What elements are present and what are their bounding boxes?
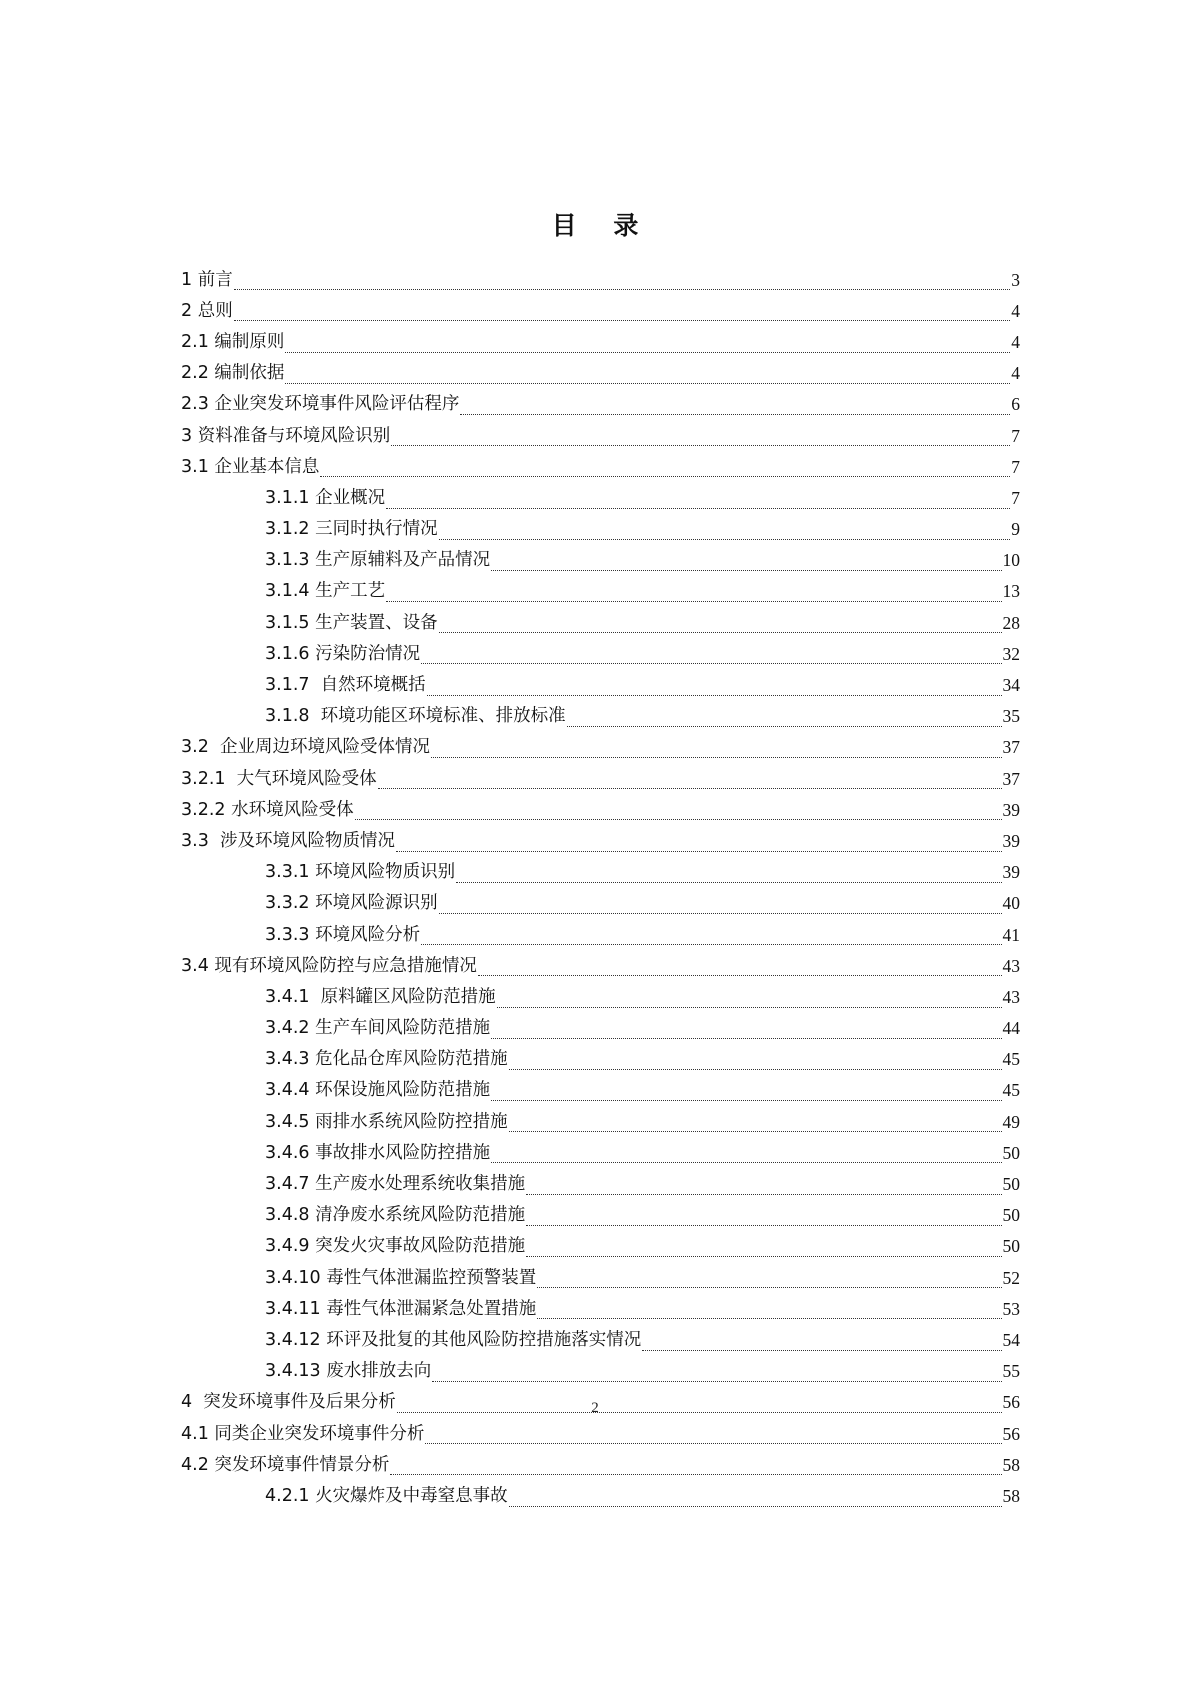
toc-entry-label: 3.3.3 环境风险分析 (265, 924, 421, 945)
toc-dot-leader (478, 975, 1002, 976)
toc-entry[interactable] (0, 1231, 1190, 1262)
toc-dot-leader (355, 819, 1002, 820)
toc-entry-page-number: 13 (1002, 581, 1020, 602)
toc-entry[interactable] (0, 732, 1190, 763)
toc-entry-page-number: 7 (1011, 456, 1020, 477)
toc-entry[interactable] (0, 358, 1190, 389)
toc-entry-label: 3.1.4 生产工艺 (265, 581, 386, 602)
toc-entry-label: 3.1.2 三同时执行情况 (265, 519, 438, 540)
toc-dot-leader (285, 352, 1010, 353)
toc-dot-leader (439, 539, 1011, 540)
toc-entry[interactable] (0, 576, 1190, 607)
toc-entry[interactable] (0, 919, 1190, 950)
toc-entry-page-number: 4 (1011, 331, 1020, 352)
toc-dot-leader (526, 1194, 1001, 1195)
toc-entry-page-number: 34 (1002, 675, 1020, 696)
toc-dot-leader (320, 476, 1010, 477)
toc-entry-label: 3.4.10 毒性气体泄漏监控预警装置 (265, 1267, 537, 1288)
toc-entry-label: 3.1.7 自然环境概括 (265, 675, 426, 696)
toc-entry-page-number: 56 (1002, 1423, 1020, 1444)
toc-dot-leader (432, 1381, 1001, 1382)
toc-entry-page-number: 41 (1002, 924, 1020, 945)
toc-entry-page-number: 35 (1002, 706, 1020, 727)
toc-entry-page-number: 4 (1011, 363, 1020, 384)
toc-dot-leader (427, 695, 1002, 696)
toc-dot-leader (642, 1350, 1001, 1351)
toc-entry-label: 3.3 涉及环境风险物质情况 (181, 830, 395, 851)
toc-entry-page-number: 53 (1002, 1298, 1020, 1319)
toc-entry-label: 3.2 企业周边环境风险受体情况 (181, 737, 430, 758)
toc-entry[interactable] (0, 1044, 1190, 1075)
toc-entry-label: 2.1 编制原则 (181, 331, 285, 352)
toc-entry-label: 3.4.12 环评及批复的其他风险防控措施落实情况 (265, 1329, 642, 1350)
toc-dot-leader (425, 1443, 1001, 1444)
toc-entry[interactable] (0, 1480, 1190, 1511)
toc-dot-leader (491, 1038, 1001, 1039)
toc-entry[interactable] (0, 1356, 1190, 1387)
toc-entry-page-number: 58 (1002, 1454, 1020, 1475)
toc-dot-leader (439, 913, 1002, 914)
toc-dot-leader (491, 1162, 1001, 1163)
toc-entry-page-number: 50 (1002, 1174, 1020, 1195)
toc-dot-leader (378, 788, 1002, 789)
toc-dot-leader (234, 289, 1011, 290)
toc-dot-leader (509, 1131, 1002, 1132)
toc-dot-leader (537, 1287, 1001, 1288)
toc-entry-label: 3 资料准备与环境风险识别 (181, 425, 391, 446)
toc-dot-leader (567, 726, 1002, 727)
toc-entry[interactable] (0, 326, 1190, 357)
toc-entry[interactable] (0, 295, 1190, 326)
toc-entry[interactable] (0, 1168, 1190, 1199)
toc-entry-page-number: 32 (1002, 643, 1020, 664)
toc-entry-page-number: 6 (1011, 394, 1020, 415)
toc-dot-leader (439, 632, 1002, 633)
toc-entry-label: 3.4.2 生产车间风险防范措施 (265, 1018, 491, 1039)
toc-entry-page-number: 37 (1002, 737, 1020, 758)
toc-entry-label: 3.1.5 生产装置、设备 (265, 612, 438, 633)
toc-entry-label: 3.1.8 环境功能区环境标准、排放标准 (265, 706, 566, 727)
toc-entry-label: 3.2.1 大气环境风险受体 (181, 768, 377, 789)
toc-entry-label: 3.1 企业基本信息 (181, 456, 320, 477)
toc-entry[interactable] (0, 1418, 1190, 1449)
table-of-contents (0, 264, 1190, 1512)
toc-dot-leader (509, 1069, 1002, 1070)
toc-entry-page-number: 3 (1011, 269, 1020, 290)
toc-entry-page-number: 39 (1002, 830, 1020, 851)
toc-dot-leader (390, 1474, 1001, 1475)
toc-entry-page-number: 50 (1002, 1142, 1020, 1163)
toc-entry-page-number: 50 (1002, 1205, 1020, 1226)
toc-entry[interactable] (0, 669, 1190, 700)
toc-entry-label: 3.4.8 清净废水系统风险防范措施 (265, 1205, 526, 1226)
toc-entry-label: 4.2 突发环境事件情景分析 (181, 1454, 390, 1475)
toc-entry[interactable] (0, 638, 1190, 669)
toc-entry[interactable] (0, 763, 1190, 794)
toc-dot-leader (460, 414, 1010, 415)
toc-entry-page-number: 58 (1002, 1485, 1020, 1506)
toc-entry-label: 1 前言 (181, 269, 233, 290)
toc-entry-page-number: 40 (1002, 893, 1020, 914)
toc-dot-leader (386, 601, 1001, 602)
toc-entry-page-number: 28 (1002, 612, 1020, 633)
toc-entry[interactable] (0, 514, 1190, 545)
toc-entry[interactable] (0, 264, 1190, 295)
toc-dot-leader (396, 851, 1002, 852)
toc-entry-label: 3.1.3 生产原辅料及产品情况 (265, 550, 491, 571)
toc-dot-leader (456, 882, 1001, 883)
toc-entry[interactable] (0, 1324, 1190, 1355)
toc-dot-leader (431, 757, 1002, 758)
toc-entry[interactable] (0, 981, 1190, 1012)
toc-dot-leader (386, 508, 1010, 509)
toc-entry-label: 2.2 编制依据 (181, 363, 285, 384)
toc-dot-leader (234, 320, 1011, 321)
toc-entry-label: 3.4.9 突发火灾事故风险防范措施 (265, 1236, 526, 1257)
toc-entry-label: 3.4 现有环境风险防控与应急措施情况 (181, 955, 477, 976)
toc-entry-page-number: 39 (1002, 862, 1020, 883)
toc-entry-page-number: 52 (1002, 1267, 1020, 1288)
toc-entry-label: 4.1 同类企业突发环境事件分析 (181, 1423, 425, 1444)
toc-entry[interactable] (0, 701, 1190, 732)
toc-entry-label: 3.4.11 毒性气体泄漏紧急处置措施 (265, 1298, 537, 1319)
toc-entry[interactable] (0, 825, 1190, 856)
toc-entry[interactable] (0, 451, 1190, 482)
toc-entry-page-number: 56 (1002, 1392, 1020, 1413)
toc-entry-page-number: 9 (1011, 519, 1020, 540)
toc-entry[interactable] (0, 1075, 1190, 1106)
toc-dot-leader (526, 1225, 1001, 1226)
toc-entry-label: 3.4.3 危化品仓库风险防范措施 (265, 1049, 508, 1070)
toc-dot-leader (421, 944, 1001, 945)
toc-entry-label: 3.3.2 环境风险源识别 (265, 893, 438, 914)
toc-entry[interactable] (0, 545, 1190, 576)
toc-entry-label: 3.1.1 企业概况 (265, 487, 386, 508)
toc-entry-label: 3.4.5 雨排水系统风险防控措施 (265, 1111, 508, 1132)
toc-dot-leader (509, 1506, 1002, 1507)
toc-entry-page-number: 7 (1011, 487, 1020, 508)
toc-entry-label: 3.4.13 废水排放去向 (265, 1361, 432, 1382)
toc-entry-page-number: 10 (1002, 550, 1020, 571)
toc-dot-leader (421, 663, 1001, 664)
toc-entry[interactable] (0, 420, 1190, 451)
toc-entry-label: 4 突发环境事件及后果分析 (181, 1392, 396, 1413)
toc-entry-page-number: 37 (1002, 768, 1020, 789)
page-number: 2 (591, 1400, 599, 1416)
toc-entry[interactable] (0, 389, 1190, 420)
toc-entry-label: 3.4.1 原料罐区风险防范措施 (265, 986, 496, 1007)
toc-dot-leader (537, 1318, 1001, 1319)
toc-entry-label: 3.4.6 事故排水风险防控措施 (265, 1142, 491, 1163)
toc-entry-page-number: 55 (1002, 1361, 1020, 1382)
toc-dot-leader (491, 1100, 1001, 1101)
toc-entry-page-number: 39 (1002, 799, 1020, 820)
toc-entry[interactable] (0, 607, 1190, 638)
toc-entry-page-number: 44 (1002, 1018, 1020, 1039)
toc-dot-leader (391, 445, 1010, 446)
toc-entry-label: 3.3.1 环境风险物质识别 (265, 862, 456, 883)
toc-entry[interactable] (0, 1013, 1190, 1044)
toc-entry-label: 4.2.1 火灾爆炸及中毒窒息事故 (265, 1485, 508, 1506)
toc-entry-page-number: 54 (1002, 1329, 1020, 1350)
toc-entry[interactable] (0, 888, 1190, 919)
toc-entry-page-number: 4 (1011, 300, 1020, 321)
toc-entry[interactable] (0, 794, 1190, 825)
toc-entry[interactable] (0, 1262, 1190, 1293)
toc-entry-label: 3.4.4 环保设施风险防范措施 (265, 1080, 491, 1101)
toc-entry-page-number: 43 (1002, 955, 1020, 976)
toc-title: 目 录 (551, 211, 653, 240)
toc-entry-label: 2 总则 (181, 300, 233, 321)
toc-entry[interactable] (0, 1200, 1190, 1231)
toc-entry-page-number: 49 (1002, 1111, 1020, 1132)
toc-entry-page-number: 45 (1002, 1080, 1020, 1101)
toc-entry[interactable] (0, 857, 1190, 888)
toc-dot-leader (285, 383, 1010, 384)
toc-entry-label: 3.2.2 水环境风险受体 (181, 799, 354, 820)
toc-entry[interactable] (0, 482, 1190, 513)
toc-entry-label: 3.4.7 生产废水处理系统收集措施 (265, 1174, 526, 1195)
toc-dot-leader (526, 1256, 1001, 1257)
toc-entry-label: 3.1.6 污染防治情况 (265, 643, 421, 664)
toc-entry[interactable] (0, 1293, 1190, 1324)
toc-entry-page-number: 7 (1011, 425, 1020, 446)
toc-entry-page-number: 45 (1002, 1049, 1020, 1070)
toc-dot-leader (497, 1007, 1002, 1008)
toc-dot-leader (491, 570, 1001, 571)
toc-entry-page-number: 50 (1002, 1236, 1020, 1257)
toc-entry[interactable] (0, 1449, 1190, 1480)
toc-entry[interactable] (0, 950, 1190, 981)
toc-entry[interactable] (0, 1106, 1190, 1137)
toc-entry-label: 2.3 企业突发环境事件风险评估程序 (181, 394, 460, 415)
toc-entry-page-number: 43 (1002, 986, 1020, 1007)
toc-entry[interactable] (0, 1137, 1190, 1168)
